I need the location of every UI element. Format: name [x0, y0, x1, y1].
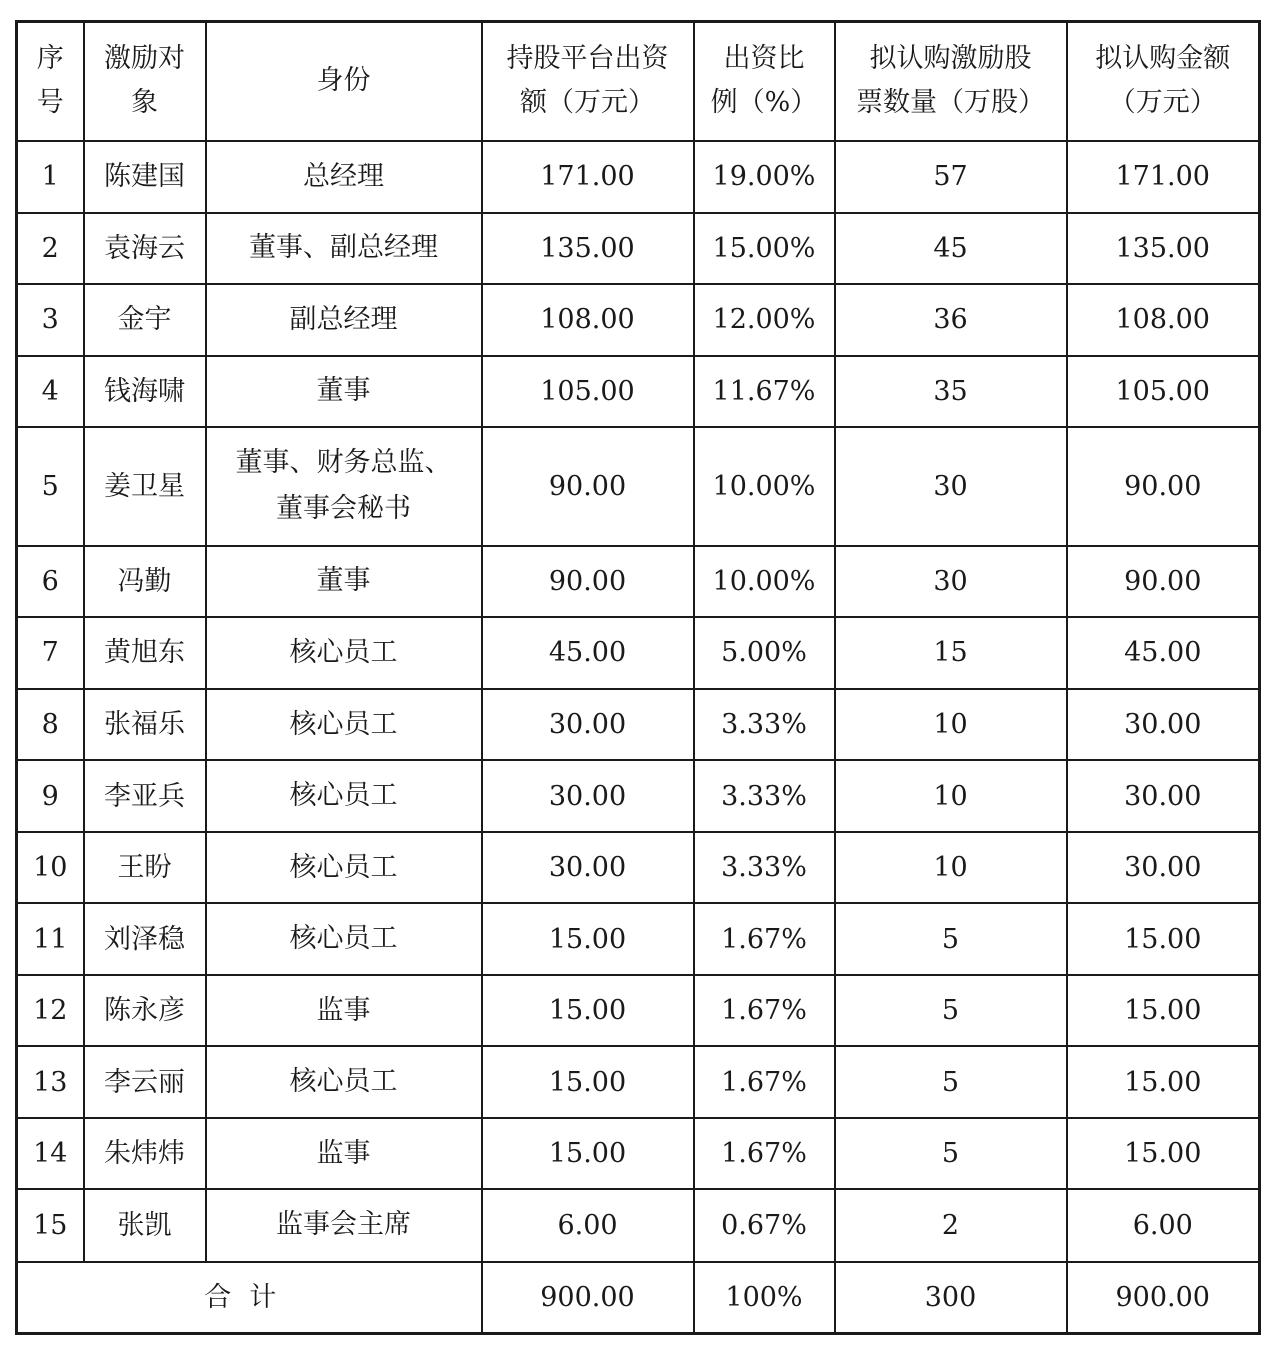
header-shares	[835, 22, 1067, 141]
header-purchase	[1067, 22, 1260, 141]
cell-no: 6	[17, 546, 84, 617]
cell-name: 袁海云	[84, 213, 206, 284]
cell-ratio: 12.00%	[694, 284, 835, 356]
cell-ratio: 1.67%	[694, 1118, 835, 1189]
table-row	[17, 903, 1260, 975]
table-row	[17, 546, 1260, 617]
cell-shares: 10	[835, 689, 1067, 760]
role-line: 董事会秘书	[276, 493, 411, 525]
cell-name: 朱炜炜	[84, 1118, 206, 1189]
table-row	[17, 832, 1260, 903]
total-ratio-cell: 100%	[694, 1262, 835, 1334]
cell-role	[206, 903, 482, 975]
cell-name: 李亚兵	[84, 760, 206, 832]
cell-no: 2	[17, 213, 84, 284]
cell-amount: 15.00	[482, 1046, 694, 1118]
header-name-line: 象	[131, 87, 158, 119]
cell-shares: 30	[835, 427, 1067, 546]
table-row	[17, 427, 1260, 546]
header-no-line: 号	[36, 87, 64, 119]
role-line: 监事	[316, 1137, 371, 1169]
cell-no: 12	[17, 975, 84, 1046]
cell-ratio: 0.67%	[694, 1189, 835, 1261]
role-line: 核心员工	[289, 780, 398, 812]
cell-purchase: 30.00	[1067, 689, 1260, 760]
role-line: 董事	[316, 375, 371, 407]
cell-name: 王盼	[84, 832, 206, 903]
role-line: 核心员工	[289, 708, 398, 740]
role-line: 核心员工	[289, 923, 398, 955]
cell-no: 10	[17, 832, 84, 903]
cell-name: 李云丽	[84, 1046, 206, 1118]
header-ratio	[694, 22, 835, 141]
cell-role	[206, 832, 482, 903]
role-line: 核心员工	[289, 636, 398, 668]
cell-purchase: 6.00	[1067, 1189, 1260, 1261]
cell-role	[206, 617, 482, 689]
cell-purchase: 15.00	[1067, 1046, 1260, 1118]
table-row	[17, 975, 1260, 1046]
header-ratio-line: 例（%）	[710, 87, 818, 119]
cell-ratio: 1.67%	[694, 1046, 835, 1118]
cell-ratio: 3.33%	[694, 760, 835, 832]
cell-shares: 15	[835, 617, 1067, 689]
cell-purchase: 135.00	[1067, 213, 1260, 284]
cell-ratio: 3.33%	[694, 689, 835, 760]
header-no	[17, 22, 84, 141]
cell-amount: 15.00	[482, 903, 694, 975]
cell-shares: 5	[835, 903, 1067, 975]
cell-purchase: 30.00	[1067, 832, 1260, 903]
cell-no: 7	[17, 617, 84, 689]
cell-role	[206, 975, 482, 1046]
header-amount	[482, 22, 694, 141]
cell-purchase: 15.00	[1067, 1118, 1260, 1189]
table-row	[17, 141, 1260, 213]
header-shares-line: 拟认购激励股	[869, 43, 1032, 75]
role-line: 核心员工	[289, 1066, 398, 1098]
cell-purchase: 15.00	[1067, 903, 1260, 975]
table-row	[17, 1189, 1260, 1261]
cell-purchase: 90.00	[1067, 546, 1260, 617]
cell-role	[206, 427, 482, 546]
total-row	[17, 1262, 1260, 1334]
header-amount-line: 额（万元）	[520, 87, 655, 119]
header-amount-line: 持股平台出资	[506, 43, 669, 75]
cell-role	[206, 689, 482, 760]
cell-purchase: 90.00	[1067, 427, 1260, 546]
table-footer	[17, 1262, 1260, 1334]
cell-no: 14	[17, 1118, 84, 1189]
cell-amount: 30.00	[482, 760, 694, 832]
cell-role	[206, 356, 482, 427]
cell-shares: 10	[835, 832, 1067, 903]
table-row	[17, 760, 1260, 832]
cell-role	[206, 546, 482, 617]
cell-name: 冯勤	[84, 546, 206, 617]
cell-ratio: 11.67%	[694, 356, 835, 427]
cell-no: 5	[17, 427, 84, 546]
cell-purchase: 15.00	[1067, 975, 1260, 1046]
header-row	[17, 22, 1260, 141]
cell-ratio: 3.33%	[694, 832, 835, 903]
table-row	[17, 689, 1260, 760]
cell-no: 15	[17, 1189, 84, 1261]
cell-ratio: 10.00%	[694, 546, 835, 617]
cell-shares: 36	[835, 284, 1067, 356]
cell-name: 黄旭东	[84, 617, 206, 689]
cell-ratio: 10.00%	[694, 427, 835, 546]
table-row	[17, 356, 1260, 427]
role-line: 副总经理	[289, 303, 398, 335]
cell-name: 金宇	[84, 284, 206, 356]
cell-shares: 10	[835, 760, 1067, 832]
cell-amount: 135.00	[482, 213, 694, 284]
cell-name: 刘泽稳	[84, 903, 206, 975]
cell-shares: 35	[835, 356, 1067, 427]
cell-ratio: 5.00%	[694, 617, 835, 689]
cell-no: 4	[17, 356, 84, 427]
cell-ratio: 1.67%	[694, 903, 835, 975]
cell-no: 8	[17, 689, 84, 760]
cell-amount: 6.00	[482, 1189, 694, 1261]
total-purchase-cell: 900.00	[1067, 1262, 1260, 1334]
cell-amount: 30.00	[482, 689, 694, 760]
cell-purchase: 30.00	[1067, 760, 1260, 832]
incentive-allocation-table	[15, 20, 1261, 1335]
cell-name: 钱海啸	[84, 356, 206, 427]
cell-purchase: 45.00	[1067, 617, 1260, 689]
cell-shares: 30	[835, 546, 1067, 617]
cell-amount: 15.00	[482, 1118, 694, 1189]
table-row	[17, 1046, 1260, 1118]
cell-amount: 108.00	[482, 284, 694, 356]
cell-purchase: 171.00	[1067, 141, 1260, 213]
cell-ratio: 19.00%	[694, 141, 835, 213]
cell-amount: 30.00	[482, 832, 694, 903]
header-shares-line: 票数量（万股）	[856, 87, 1045, 119]
cell-name: 陈永彦	[84, 975, 206, 1046]
cell-role	[206, 1189, 482, 1261]
cell-no: 11	[17, 903, 84, 975]
header-no-line: 序	[36, 43, 64, 75]
cell-no: 3	[17, 284, 84, 356]
cell-name: 陈建国	[84, 141, 206, 213]
cell-role	[206, 141, 482, 213]
cell-purchase: 108.00	[1067, 284, 1260, 356]
role-line: 董事	[316, 565, 371, 597]
cell-no: 13	[17, 1046, 84, 1118]
table-header	[17, 22, 1260, 141]
cell-shares: 5	[835, 1118, 1067, 1189]
header-role-line: 身份	[316, 65, 371, 97]
cell-amount: 45.00	[482, 617, 694, 689]
cell-name: 姜卫星	[84, 427, 206, 546]
total-label: 合计	[204, 1281, 295, 1313]
cell-role	[206, 284, 482, 356]
cell-name: 张凯	[84, 1189, 206, 1261]
total-label-cell	[17, 1262, 482, 1334]
header-purchase-line: 拟认购金额	[1095, 43, 1231, 75]
cell-shares: 2	[835, 1189, 1067, 1261]
cell-shares: 57	[835, 141, 1067, 213]
cell-shares: 5	[835, 1046, 1067, 1118]
total-amount-cell: 900.00	[482, 1262, 694, 1334]
role-line: 监事会主席	[276, 1209, 411, 1241]
cell-amount: 171.00	[482, 141, 694, 213]
header-purchase-line: （万元）	[1108, 87, 1217, 119]
cell-amount: 15.00	[482, 975, 694, 1046]
table-row	[17, 284, 1260, 356]
cell-no: 9	[17, 760, 84, 832]
table-row	[17, 617, 1260, 689]
cell-shares: 45	[835, 213, 1067, 284]
table-row	[17, 213, 1260, 284]
role-line: 董事、副总经理	[249, 232, 438, 264]
table-row	[17, 1118, 1260, 1189]
header-name-line: 激励对	[104, 43, 185, 75]
role-line: 监事	[316, 994, 371, 1026]
table-body	[17, 141, 1260, 1262]
total-shares-cell: 300	[835, 1262, 1067, 1334]
cell-ratio: 1.67%	[694, 975, 835, 1046]
cell-no: 1	[17, 141, 84, 213]
cell-role	[206, 1118, 482, 1189]
cell-ratio: 15.00%	[694, 213, 835, 284]
header-role	[206, 22, 482, 141]
cell-purchase: 105.00	[1067, 356, 1260, 427]
cell-role	[206, 1046, 482, 1118]
cell-role	[206, 760, 482, 832]
cell-amount: 105.00	[482, 356, 694, 427]
role-line: 董事、财务总监、	[235, 447, 452, 479]
cell-amount: 90.00	[482, 546, 694, 617]
cell-shares: 5	[835, 975, 1067, 1046]
role-line: 核心员工	[289, 851, 398, 883]
header-name	[84, 22, 206, 141]
cell-amount: 90.00	[482, 427, 694, 546]
header-ratio-line: 出资比	[723, 43, 805, 75]
role-line: 总经理	[303, 160, 384, 192]
cell-role	[206, 213, 482, 284]
cell-name: 张福乐	[84, 689, 206, 760]
